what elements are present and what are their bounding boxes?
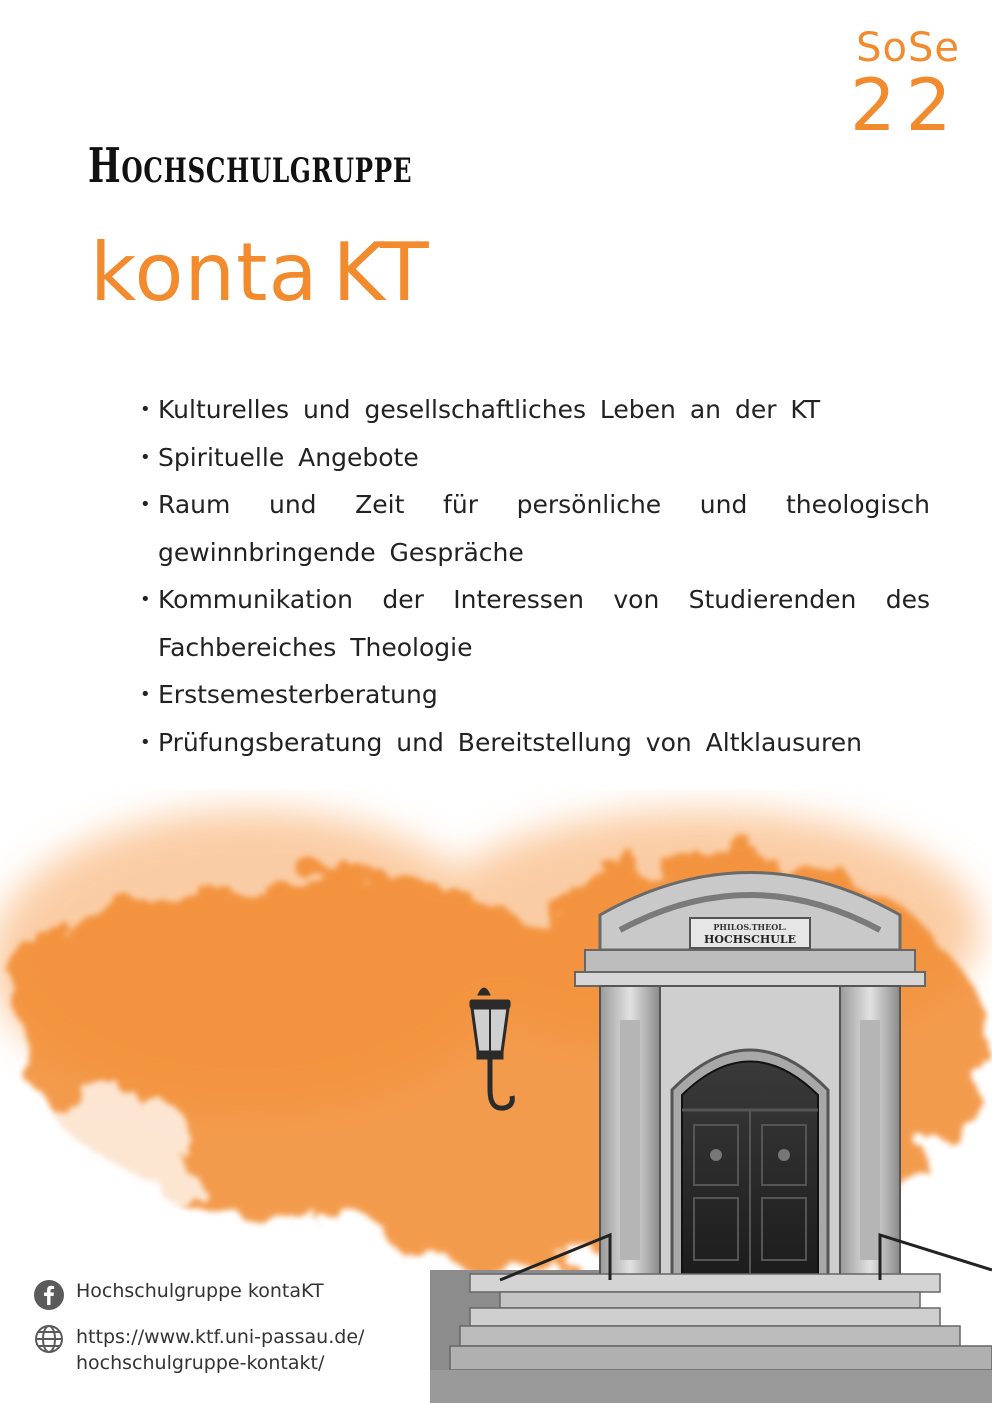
website-link[interactable] [76, 1324, 364, 1376]
facebook-link[interactable]: Hochschulgruppe kontaKT [76, 1280, 324, 1302]
globe-icon [34, 1324, 64, 1354]
group-name-part1: konta [90, 226, 319, 319]
facebook-contact[interactable] [34, 1280, 324, 1310]
service-item: • Kommunikation der Interessen von Studierenden des Fachbereiches Theologie [140, 576, 930, 671]
website-contact[interactable] [34, 1324, 364, 1376]
facebook-icon [34, 1280, 64, 1310]
semester-term: SoSe [856, 25, 960, 71]
group-name-title [90, 226, 430, 319]
service-item: • Kulturelles und gesellschaftliches Leben an der KT [140, 386, 930, 434]
service-item: • Spirituelle Angebote [140, 434, 930, 482]
website-line-1: https://www.ktf.uni-passau.de/ [76, 1326, 365, 1348]
semester-year: 22 [850, 63, 962, 147]
inscription-line-2: HOCHSCHULE [704, 933, 796, 946]
inscription-line-1: PHILOS.THEOL. [713, 922, 787, 932]
services-list [140, 386, 930, 766]
group-label: Hochschulgruppe [88, 138, 413, 194]
service-item: • Raum und Zeit für persönliche und theologisch gewinnbringende Gespräche [140, 481, 930, 576]
group-name-part2: KT [332, 226, 430, 319]
website-line-2: hochschulgruppe-kontakt/ [76, 1352, 325, 1374]
semester-badge [850, 25, 962, 147]
service-item: • Prüfungsberatung und Bereitstellung von Altklausuren [140, 719, 930, 767]
service-item: • Erstsemesterberatung [140, 671, 930, 719]
building-illustration [0, 790, 992, 1403]
